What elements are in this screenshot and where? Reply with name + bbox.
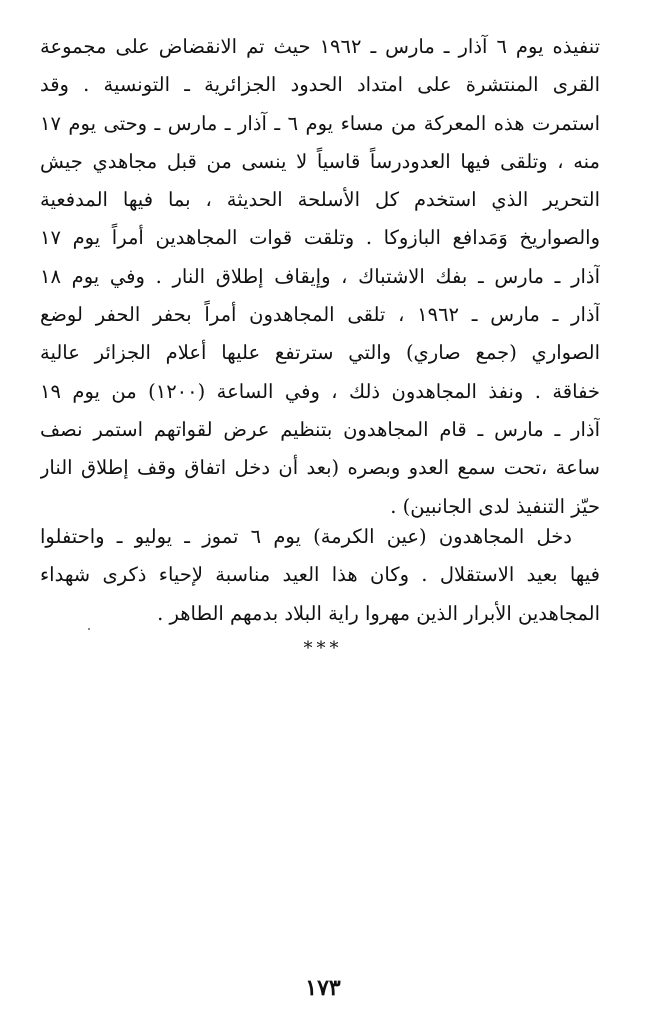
text-line: ساعة ،تحت سمع العدو وبصره (بعد أن دخل اتفاق وقف إطلاق النار <box>40 456 600 480</box>
section-separator: *** <box>303 638 343 659</box>
text-line: آذار ـ مارس ـ بفك الاشتباك ، وإيقاف إطلاق النار . وفي يوم ١٨ <box>40 264 600 288</box>
text-line: آذار ـ مارس ـ ١٩٦٢ ، تلقى المجاهدون أمراً بحفر الحفر لوضع <box>40 303 600 327</box>
text-line: الصواري (جمع صاري) والتي سترتفع عليها أعلام الجزائر عالية <box>40 341 600 365</box>
paragraph-2 <box>40 518 600 633</box>
page-number: ١٧٣ <box>305 975 341 1001</box>
text-line: التحرير الذي استخدم كل الأسلحة الحديثة ، بما فيها المدفعية <box>40 188 600 212</box>
text-line: دخل المجاهدون (عين الكرمة) يوم ٦ تموز ـ يوليو ـ واحتفلوا <box>40 525 572 548</box>
paragraph-1 <box>40 28 600 526</box>
text-line: والصواريخ وَمَدافع البازوكا . وتلقت قوات المجاهدين أمراً يوم ١٧ <box>40 226 600 250</box>
text-line: آذار ـ مارس ـ قام المجاهدون بتنظيم عرض لقواتهم استمر نصف <box>40 417 600 441</box>
text-line: القرى المنتشرة على امتداد الحدود الجزائرية ـ التونسية . وقد <box>40 73 600 97</box>
stray-mark <box>88 628 90 630</box>
text-line: منه ، وتلقى فيها العدودرساً قاسياً لا ينسى من قبل مجاهدي جيش <box>40 149 600 173</box>
text-line: حيّز التنفيذ لدى الجانبين) . <box>390 494 600 518</box>
text-line: استمرت هذه المعركة من مساء يوم ٦ ـ آذار ـ مارس ـ وحتى يوم ١٧ <box>40 111 600 135</box>
text-line: تنفيذه يوم ٦ آذار ـ مارس ـ ١٩٦٢ حيث تم الانقضاض على مجموعة <box>40 35 600 58</box>
text-line: المجاهدين الأبرار الذين مهروا راية البلاد بدمهم الطاهر . <box>157 601 600 625</box>
text-line: فيها بعيد الاستقلال . وكان هذا العيد مناسبة لإحياء ذكرى شهداء <box>40 563 600 587</box>
text-line: خفاقة . ونفذ المجاهدون ذلك ، وفي الساعة (١٢٠٠) من يوم ١٩ <box>40 379 600 403</box>
